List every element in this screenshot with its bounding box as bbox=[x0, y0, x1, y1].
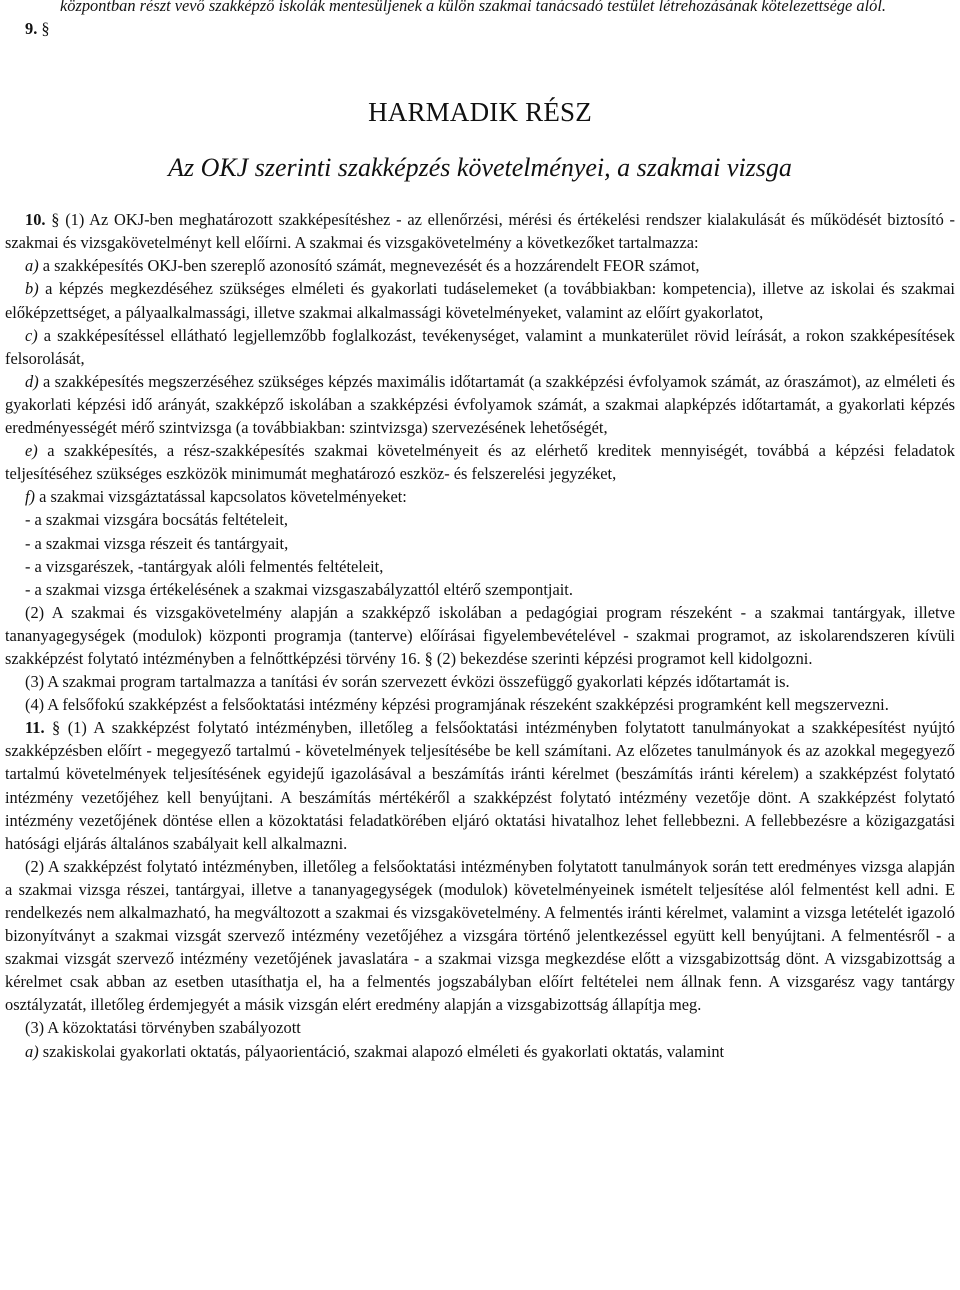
list-item-f bbox=[5, 485, 955, 508]
section-10-paragraph-4: (4) A felsőfokú szakképzést a felsőoktatási intézmény képzési programjának részeként szakképzési programként kell megszervezni. bbox=[25, 695, 889, 715]
section-9-heading bbox=[5, 17, 955, 40]
list-item-text: a szakképesítés megszerzéséhez szükséges képzés maximális időtartamát (a szakképzési évfolyamok számát, az óraszámot), az elméleti és gyakorlati képzési idő arányát, szakképző iskolában a szakképzési évfolyamok számát, a szakmai alapképzés időtartamát, a gyakorlati képzés eredményességét mérő szintvizsga (a továbbiakban: szintvizsga) szervezésének lehetőségét, bbox=[5, 371, 955, 438]
list-item-text: szakiskolai gyakorlati oktatás, pályaorientáció, szakmai alapozó elméleti és gyakorlati oktatás, valamint bbox=[42, 1041, 725, 1061]
list-item-a bbox=[5, 254, 955, 277]
list-item-text: a szakképesítés OKJ-ben szereplő azonosító számát, megnevezését és a hozzárendelt FEOR számot, bbox=[42, 256, 700, 276]
section-10-paragraph-3: (3) A szakmai program tartalmazza a tanítási év során szervezett évközi összefüggő gyakorlati képzés időtartamát is. bbox=[25, 672, 790, 692]
continuation-text: központban részt vevő szakképző iskolák mentesüljenek a külön szakmai tanácsadó testület létrehozásának kötelezettsége alól. bbox=[60, 0, 887, 15]
list-item-text: a szakképesítés, a rész-szakképesítés szakmai követelményeit és az elérhető kreditek mennyiségét, továbbá a képzési feladatok teljesítéséhez szükséges eszközök minimumát meghatározó eszköz- és felszerelési jegyzéket, bbox=[5, 441, 955, 484]
section-10-p1-text: (1) Az OKJ-ben meghatározott szakképesítéshez - az ellenőrzési, mérési és értékelési rendszer kialakulását és működését biztosító - szakmai és vizsgakövetelményt kell előírni. A szakmai és vizsgakövetelmény a következőket tartalmazza: bbox=[5, 210, 955, 253]
dash-item: - a szakmai vizsgára bocsátás feltételeit, bbox=[25, 510, 289, 530]
list-item-b bbox=[5, 277, 955, 323]
section-10-number: 10. bbox=[25, 210, 46, 230]
document-page bbox=[5, 0, 955, 1063]
list-item-letter: a) bbox=[25, 1041, 39, 1061]
list-item-letter: e) bbox=[25, 441, 38, 461]
list-item-letter: a) bbox=[25, 256, 39, 276]
list-item-letter: d) bbox=[25, 371, 39, 391]
dash-item: - a szakmai vizsga értékelésének a szakmai vizsgaszabályzattól eltérő szempontjait. bbox=[25, 579, 573, 599]
section-11-paragraph-3: (3) A közoktatási törvényben szabályozott bbox=[25, 1018, 301, 1038]
list-item-letter: f) bbox=[25, 487, 36, 507]
part-title: HARMADIK RÉSZ bbox=[368, 97, 592, 128]
section-10-paragraph-1 bbox=[5, 208, 955, 254]
section-10-sign: § bbox=[51, 210, 60, 230]
list-item-text: a szakmai vizsgáztatással kapcsolatos követelményeket: bbox=[39, 487, 407, 507]
list-item-c bbox=[5, 324, 955, 370]
list-item-letter: c) bbox=[25, 325, 38, 345]
dash-item: - a szakmai vizsga részeit és tantárgyait, bbox=[25, 533, 289, 553]
section-10-paragraph-2: (2) A szakmai és vizsgakövetelmény alapján a szakképző iskolában a pedagógiai program részeként - a szakmai tantárgyak, illetve tananyagegységek (modulok) központi programja (tanterve) előírásai figyelembevételével - szakmai programot, az iskolarendszeren kívüli szakképzést folytató intézményben a felnőttképzési törvény 16. § (2) bekezdése szerinti képzési programot kell kidolgozni. bbox=[5, 602, 955, 668]
section-11-list-item-a bbox=[5, 1040, 955, 1063]
section-11-p1-text: (1) A szakképzést folytató intézményben, illetőleg a felsőoktatási intézményben folytatott tanulmányokat a szakképesítést nyújtó szakképzésben előírt - megegyező tartalmú - követelmények teljesítésébe be kell számítani. Az előzetes tanulmányok és az azokkal megegyező tartalmú követelmények teljesítésének egyidejű igazolásával a beszámítás iránti kérelmet (beszámítás iránti kérelem) a szakképzést folytató intézmény vezetőjéhez kell benyújtani. A beszámítás mértékéről a szakképzést folytató intézmény vezetője dönt. A szakképzést folytató intézmény vezetőjének döntése ellen a közoktatási feladatkörében eljáró oktatási hivatalhoz lehet fellebbezni. A fellebbezésre a közigazgatási hatósági eljárás általános szabályait kell alkalmazni. bbox=[5, 718, 955, 853]
section-11-number: 11. bbox=[25, 718, 45, 738]
section-11-paragraph-1 bbox=[5, 716, 955, 855]
section-11-sign: § bbox=[52, 718, 61, 738]
section-9-number: 9. bbox=[25, 19, 38, 39]
section-9-sign: § bbox=[41, 19, 50, 39]
list-item-d bbox=[5, 370, 955, 439]
list-item-text: a képzés megkezdéséhez szükséges elméleti és gyakorlati tudáselemeket (a továbbiakban: kompetencia), illetve az iskolai és szakmai előképzettséget, a pályaalkalmassági, illetve szakmai alkalmassági követelményeket, valamint az előírt gyakorlatot, bbox=[5, 279, 955, 322]
dash-item: - a vizsgarészek, -tantárgyak alóli felmentés feltételeit, bbox=[25, 556, 384, 576]
list-item-text: a szakképesítéssel ellátható legjellemzőbb foglalkozást, tevékenységet, valamint a munkaterület rövid leírását, a rokon szakképesítések felsorolását, bbox=[5, 325, 955, 368]
section-11-paragraph-2: (2) A szakképzést folytató intézményben, illetőleg a felsőoktatási intézményben folytatott tanulmányok során tett eredményes vizsga alapján a szakmai vizsga részei, tantárgyai, illetve a tananyagegységek (modulok) követelményeinek ismételt teljesítése alól felmentést kell adni. E rendelkezés nem alkalmazható, ha megváltozott a szakmai és vizsgakövetelmény. A felmentés iránti kérelmet, valamint a vizsga letételét igazoló bizonyítványt a szakmai vizsgát szervező intézmény vezetőjéhez a vizsgára történő jelentkezéssel együtt kell benyújtani. A felmentésről - a szakmai vizsgát szervező intézmény vezetőjének javaslatára - a szakmai vizsga megkezdése előtt a vizsgabizottság dönt. A vizsgabizottság a kérelmet csak abban az esetben utasíthatja el, ha a felmentés jogszabályban előírt feltételei nem állnak fenn. A vizsgarész vagy tantárgy osztályzatát, illetőleg érdemjegyét a másik vizsgán elért eredmény alapján a vizsgabizottság állapítja meg. bbox=[5, 856, 955, 1015]
list-item-letter: b) bbox=[25, 279, 39, 299]
part-subtitle: Az OKJ szerinti szakképzés követelményei, a szakmai vizsga bbox=[168, 153, 792, 183]
list-item-e bbox=[5, 439, 955, 485]
